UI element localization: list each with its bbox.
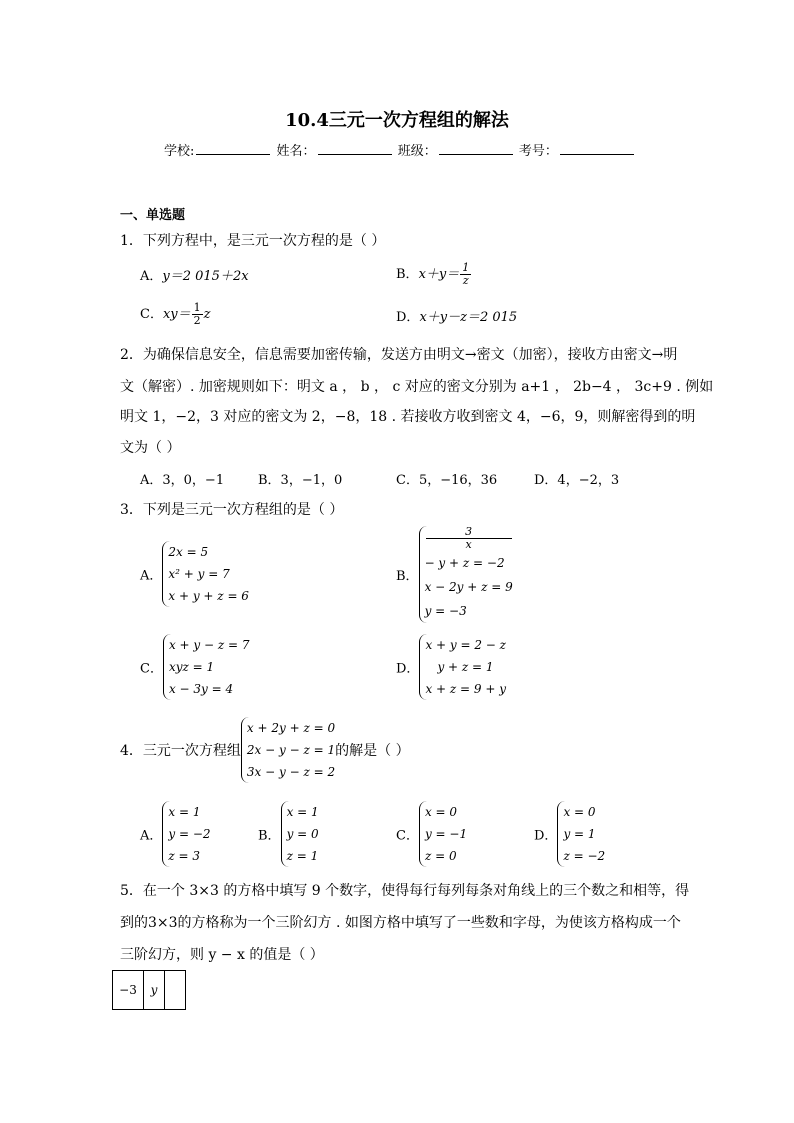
q4-option-a: A． x = 1 y = −2 z = 3 (140, 801, 211, 867)
equation-system: x = 1 y = −2 z = 3 (162, 801, 210, 867)
page-title: 10.4三元一次方程组的解法 (285, 110, 509, 131)
q2-option-b: B．3，−1，0 (258, 473, 343, 488)
magic-square-grid (112, 970, 186, 1010)
grid-cell: −3 (113, 971, 144, 1010)
q4-option-c: C． x = 0 y = −1 z = 0 (396, 801, 467, 867)
question-5-line-1: 5．在一个 3×3 的方格中填写 9 个数字，使得每行每列每条对角线上的三个数之和相等，得 (120, 883, 690, 899)
equation-system: x + y − z = 7 xyz = 1 x − 3y = 4 (163, 634, 250, 700)
equation-system: x = 1 y = 0 z = 1 (281, 801, 319, 867)
q2-option-c: C．5，−16，36 (396, 473, 498, 488)
table-row (113, 971, 186, 1010)
equation-system: x = 0 y = 1 z = −2 (557, 801, 605, 867)
q1-option-c: C．xy＝ $\frac{1}{2}$ z (140, 301, 211, 327)
question-2-line-3: 明文 1，−2，3 对应的密文为 2，−8，18 . 若接收方收到密文 4，−6，9，则解密得到的明 (120, 409, 696, 425)
question-2-line-2: 文（解密）. 加密规则如下：明文 a ， b ， c 对应的密文分别为 a+1 ， 2b−4 ， 3c+9 . 例如 (120, 379, 714, 395)
equation-system: x + 2y + z = 0 2x − y − z = 1 3x − y − z = 2 (241, 717, 335, 783)
student-info-line (164, 140, 636, 159)
grid-cell (165, 971, 186, 1010)
section-title: 一、单选题 (120, 208, 186, 223)
question-5-line-2: 到的3×3的方格称为一个三阶幻方 . 如图方格中填写了一些数和字母，为使该方格构成一个 (120, 915, 681, 931)
q2-option-a: A．3，0，−1 (140, 473, 225, 488)
equation-system: x + y = 2 − z y + z = 1 x + z = 9 + y (419, 634, 506, 700)
question-3-stem: 3．下列是三元一次方程组的是（ ） (120, 502, 344, 518)
fraction: 3 x (426, 526, 512, 551)
equation-system: 3 x − y + z = −2 x − 2y + z = 9 y = −3 (419, 526, 513, 623)
question-5-line-3: 三阶幻方，则 y − x 的值是（ ） (120, 947, 324, 963)
q1-option-d: D．x＋y－z＝2 015 (396, 310, 518, 325)
school-blank (196, 142, 270, 155)
fraction: $\frac{1}{2}$ (193, 301, 201, 327)
fraction: $\frac{1}{z}$ (462, 261, 470, 287)
q3-option-b: B． 3 x − y + z = −2 x − 2y + z = 9 y = −3 (396, 526, 513, 623)
school-label: 学校: (164, 144, 195, 159)
class-blank (439, 142, 513, 155)
question-2-line-4: 文为（ ） (120, 440, 181, 456)
q3-option-c: C． x + y − z = 7 xyz = 1 x − 3y = 4 (140, 634, 250, 700)
question-4-stem: 4．三元一次方程组 x + 2y + z = 0 2x − y − z = 1 3x − y − z = 2 的解是（ ） (120, 717, 410, 783)
q3-option-d: D． x + y = 2 − z y + z = 1 x + z = 9 + y (396, 634, 506, 700)
question-1-stem: 1．下列方程中，是三元一次方程的是（ ） (120, 233, 386, 249)
grid-cell: y (144, 971, 165, 1010)
q1-option-a: A．y＝2 015＋2x (140, 269, 249, 284)
equation-system: x = 0 y = −1 z = 0 (419, 801, 467, 867)
q2-option-d: D．4，−2，3 (534, 473, 620, 488)
q3-option-a: A． 2x = 5 x² + y = 7 x + y + z = 6 (140, 541, 249, 607)
question-2-line-1: 2．为确保信息安全，信息需要加密传输，发送方由明文→密文（加密），接收方由密文→明 (120, 347, 678, 363)
exam-no-blank (560, 142, 634, 155)
q1-option-b: B．x＋y＝ $\frac{1}{z}$ (396, 261, 470, 287)
q4-option-d: D． x = 0 y = 1 z = −2 (534, 801, 605, 867)
equation-system: 2x = 5 x² + y = 7 x + y + z = 6 (162, 541, 249, 607)
name-label: 姓名： (276, 144, 316, 159)
exam-no-label: 考号： (518, 144, 558, 159)
q4-option-b: B． x = 1 y = 0 z = 1 (258, 801, 319, 867)
name-blank (318, 142, 392, 155)
class-label: 班级： (397, 144, 437, 159)
